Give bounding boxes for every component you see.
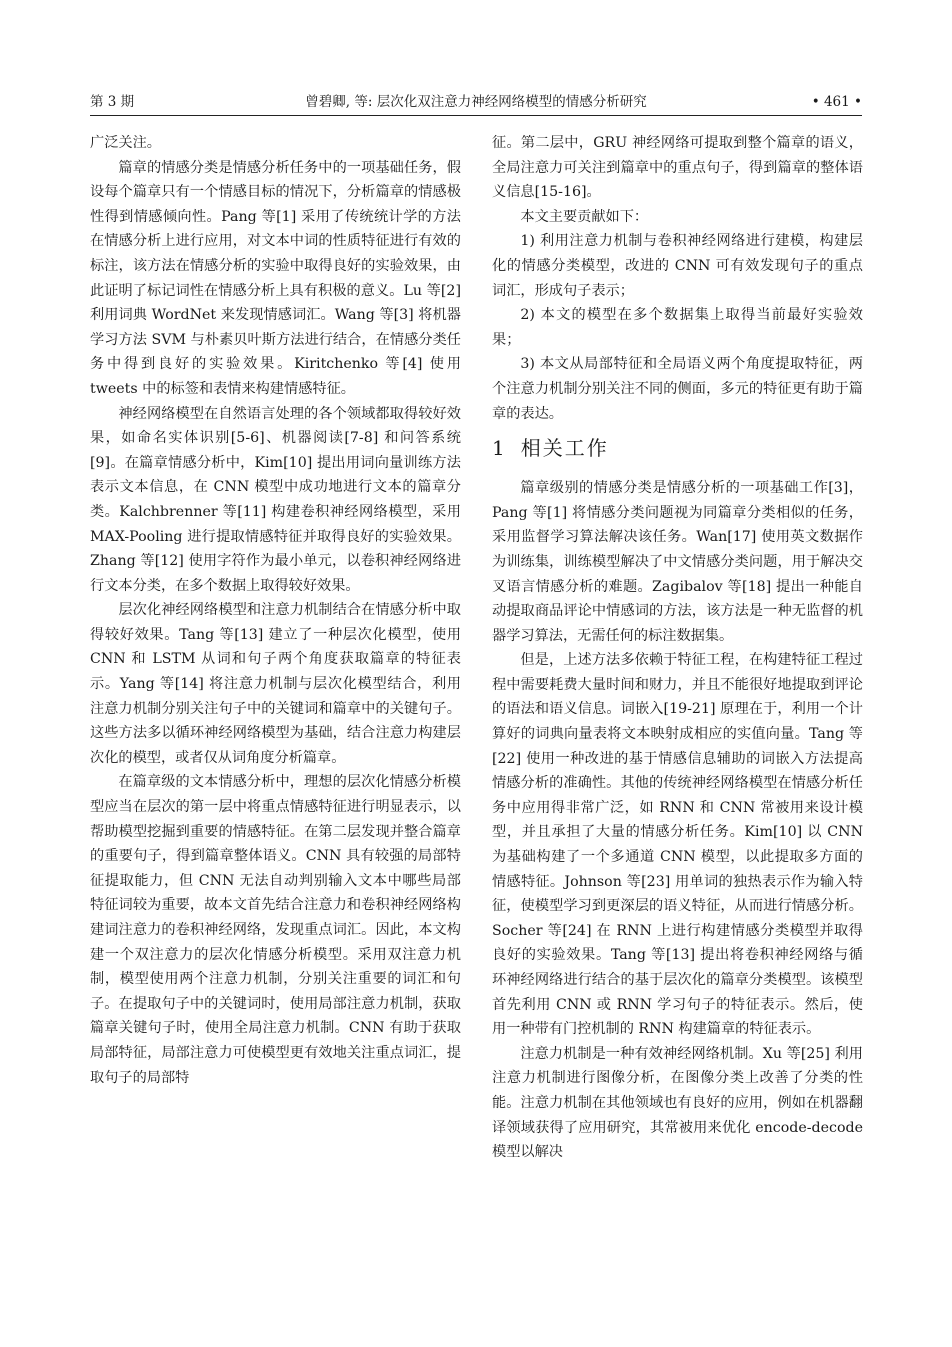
paragraph: 征。第二层中，GRU 神经网络可提取到整个篇章的语义，全局注意力可关注到篇章中的重点句子，得到篇章的整体语义信息[15-16]。 [492,135,863,201]
paragraph: 但是，上述方法多依赖于特征工程，在构建特征工程过程中需要耗费大量时间和财力，并且不能很好地提取到评论的语法和语义信息。词嵌入[19-21] 原理在于，利用一个计算好的词典向量表将文本映射成相应的实值向量。Tang 等[22] 使用一种改进的基于情感信息辅助的词嵌入方法提高情感分析的准确性。其他的传统神经网络模型在情感分析任务中应用得非常广泛，如 RNN 和 CNN 常被用来设计模型，并且承担了大量的情感分析任务。Kim[10] 以 CNN 为基础构建了一个多通道 CNN 模型，以此提取多方面的情感特征。Johnson 等[23] 用单词的独热表示作为输入特征，使模型学习到更深层的语义特征，从而进行情感分析。Socher 等[24] 在 RNN 上进行构建情感分类模型并取得良好的实验效果。Tang 等[13] 提出将卷积神经网络与循环神经网络进行结合的基于层次化的篇章分类模型。该模型首先利用 CNN 或 RNN 学习句子的特征表示。然后，使用一种带有门控机制的 RNN 构建篇章的特征表示。 [492,652,863,1038]
section-heading [492,432,863,464]
running-header [90,90,862,114]
paragraph: 本文主要贡献如下： [520,208,649,225]
header-rule [90,115,862,116]
paragraph: 广泛关注。 [90,135,161,151]
contribution-item: 2) 本文的模型在多个数据集上取得当前最好实验效果； [492,307,863,348]
contribution-item: 1) 利用注意力机制与卷积神经网络进行建模，构建层化的情感分类模型，改进的 CNN 可有效发现句子的重点词汇，形成句子表示； [492,233,863,299]
left-column [90,131,461,1090]
paragraph: 篇章的情感分类是情感分析任务中的一项基础任务，假设每个篇章只有一个情感目标的情况下，分析篇章的情感极性得到情感倾向性。Pang 等[1] 采用了传统统计学的方法在情感分析上进行应用，对文本中词的性质特征进行有效的标注，该方法在情感分析的实验中取得良好的实验效果，由此证明了标记词性在情感分析上具有积极的意义。Lu 等[2] 利用词典 WordNet 来发现情感词汇。Wang 等[3] 将机器学习方法 SVM 与朴素贝叶斯方法进行结合，在情感分类任务中得到良好的实验效果。Kiritchenko 等[4] 使用 tweets 中的标签和表情来构建情感特征。 [90,159,461,397]
right-column [492,131,863,1165]
section-title: 相关工作 [520,436,609,461]
paragraph: 神经网络模型在自然语言处理的各个领域都取得较好效果，如命名实体识别[5-6]、机器阅读[7-8] 和问答系统[9]。在篇章情感分析中，Kim[10] 提出用词向量训练方法表示文本信息，在 CNN 模型中成功地进行文本的篇章分类。Kalchbrenner 等[11] 构建卷积神经网络模型，采用 MAX-Pooling 进行提取情感特征并取得良好的实验效果。Zhang 等[12] 使用字符作为最小单元，以卷积神经网络进行文本分类，在多个数据上取得较好效果。 [90,405,461,594]
section-number: 1 [492,436,507,461]
contribution-item: 3) 本文从局部特征和全局语义两个角度提取特征，两个注意力机制分别关注不同的侧面，多元的特征更有助于篇章的表达。 [492,356,863,422]
page-number: • 461 • [811,94,862,110]
paragraph: 注意力机制是一种有效神经网络机制。Xu 等[25] 利用注意力机制进行图像分析，在图像分类上改善了分类的性能。注意力机制在其他领域也有良好的应用，例如在机器翻译领域获得了应用研究，其常被用来优化 encode-decode 模型以解决 [492,1045,863,1161]
paragraph: 篇章级别的情感分类是情感分析的一项基础工作[3]，Pang 等[1] 将情感分类问题视为同篇章分类相似的任务，采用监督学习算法解决该任务。Wan[17] 使用英文数据作为训练集，训练模型解决了中文情感分类问题，用于解决交叉语言情感分析的难题。Zagibalov 等[18] 提出一种能自动提取商品评论中情感词的方法，该方法是一种无监督的机器学习算法，无需任何的标注数据集。 [492,480,863,644]
issue-number: 第 3 期 [90,94,135,110]
running-title: 曾碧卿, 等: 层次化双注意力神经网络模型的情感分析研究 [305,94,647,110]
paragraph: 层次化神经网络模型和注意力机制结合在情感分析中取得较好效果。Tang 等[13] 建立了一种层次化模型，使用 CNN 和 LSTM 从词和句子两个角度获取篇章的特征表示。Yang 等[14] 将注意力机制与层次化模型结合，利用注意力机制分别关注句子中的关键词和篇章中的关键句子。这些方法多以循环神经网络模型为基础，结合注意力构建层次化的模型，或者仅从词角度分析篇章。 [90,602,461,766]
paragraph: 在篇章级的文本情感分析中，理想的层次化情感分析模型应当在层次的第一层中将重点情感特征进行明显表示，以帮助模型挖掘到重要的情感特征。在第二层发现并整合篇章的重要句子，得到篇章整体语义。CNN 具有较强的局部特征提取能力，但 CNN 无法自动判别输入文本中哪些局部特征词较为重要，故本文首先结合注意力和卷积神经网络构建词注意力的卷积神经网络，发现重点词汇。因此，本文构建一个双注意力的层次化情感分析模型。采用双注意力机制，模型使用两个注意力机制，分别关注重要的词汇和句子。在提取句子中的关键词时，使用局部注意力机制，获取篇章关键句子时，使用全局注意力机制。CNN 有助于获取局部特征，局部注意力可使模型更有效地关注重点词汇，提取句子的局部特 [90,774,461,1086]
